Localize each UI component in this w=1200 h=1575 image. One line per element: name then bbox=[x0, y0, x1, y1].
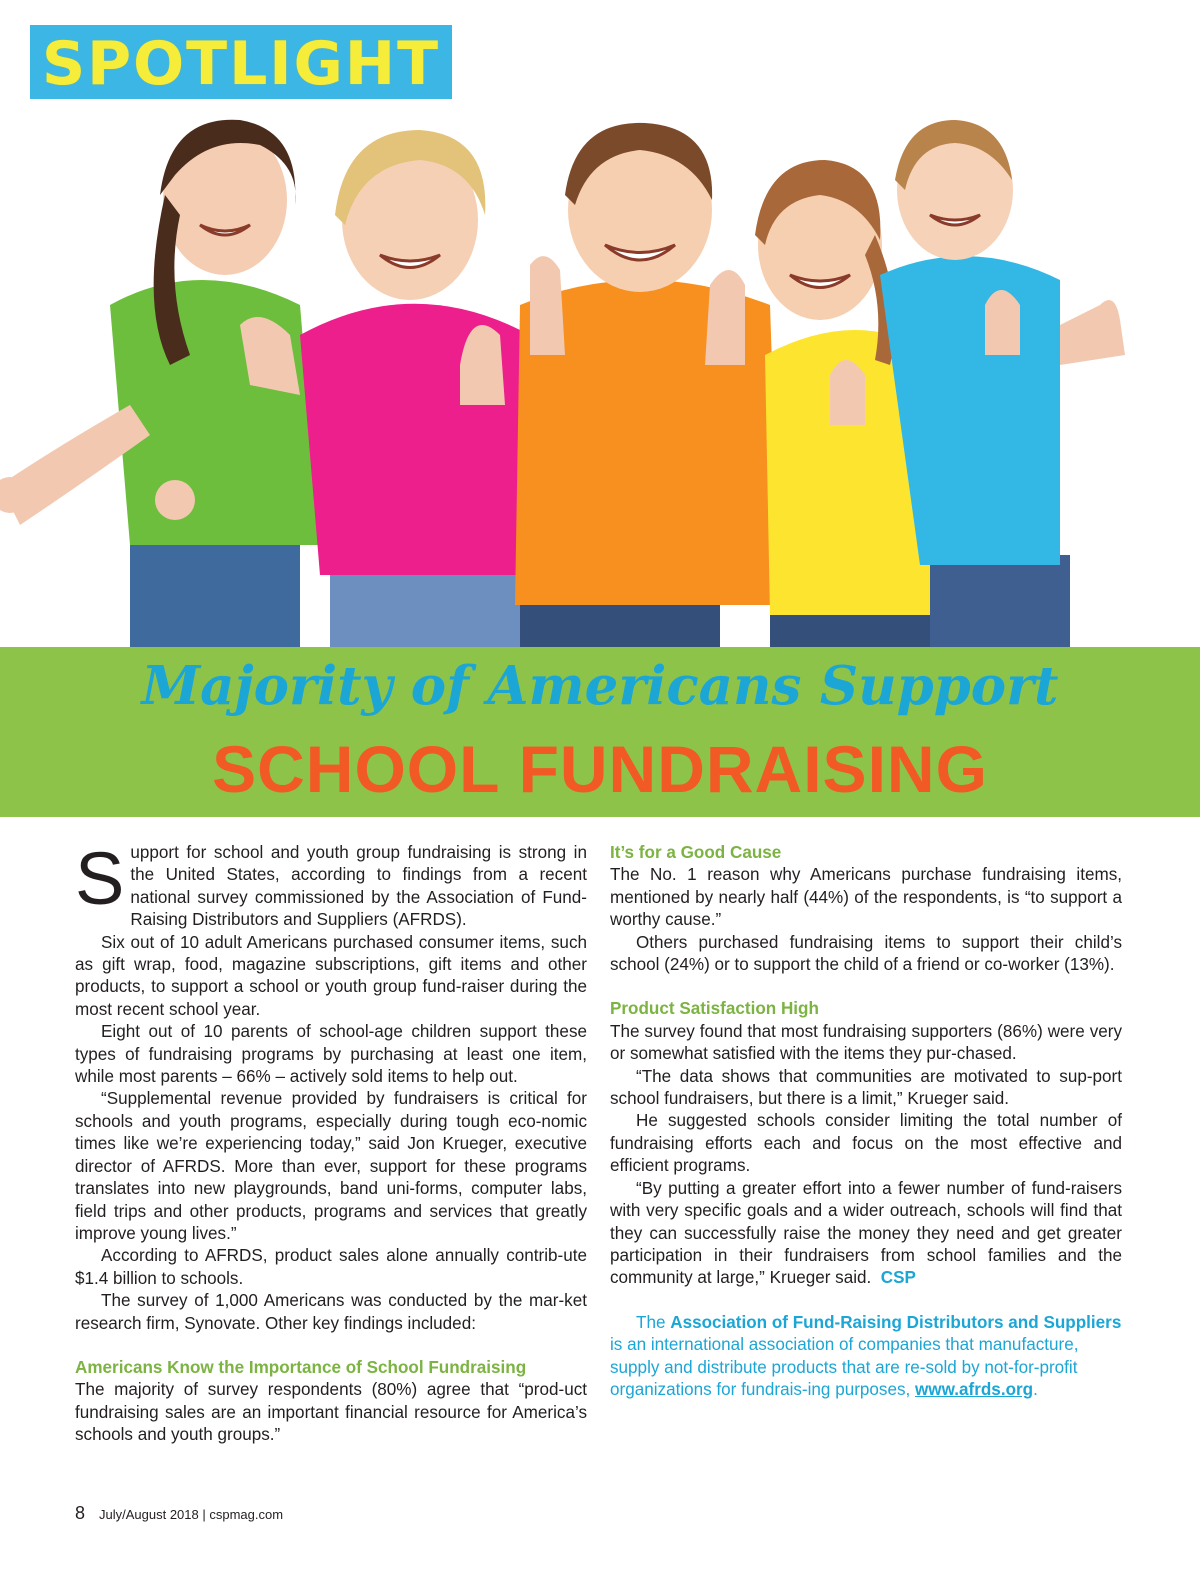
paragraph: “The data shows that communities are motivated to sup-port school fundraisers, but there is a limit,” Krueger said. bbox=[610, 1066, 1122, 1109]
about-text: The bbox=[636, 1312, 671, 1332]
paragraph: Six out of 10 adult Americans purchased consumer items, such as gift wrap, food, magazine subscriptions, gift items and other products, to support a school or youth group fund-raiser during the most recent school year. bbox=[75, 932, 587, 1019]
page-footer bbox=[75, 1503, 283, 1524]
paragraph: The survey found that most fundraising supporters (86%) were very or somewhat satisfied with the items they pur-chased. bbox=[610, 1021, 1122, 1064]
paragraph: “Supplemental revenue provided by fundraisers is critical for schools and youth programs, especially during tough eco-nomic times like we’re experiencing today,” said Jon Krueger, executive director of AFRDS. More than ever, support for these programs translates into new playgrounds, band uni-forms, computer labs, field trips and other products, programs and services that greatly improve young lives.” bbox=[75, 1089, 587, 1243]
about-text: . bbox=[1033, 1379, 1038, 1399]
section-heading: It’s for a Good Cause bbox=[610, 843, 782, 862]
child-orange-shirt bbox=[515, 123, 780, 650]
about-text: is an international association of companies that manufacture, supply and distribute products that are re-sold by not-for-profit organizations for fundrais-ing purposes, bbox=[610, 1335, 1079, 1399]
spotlight-label bbox=[30, 25, 452, 99]
right-column bbox=[610, 842, 1122, 1401]
section-heading: Americans Know the Importance of School Fundraising bbox=[75, 1357, 527, 1377]
left-column bbox=[75, 837, 587, 1447]
afrds-link[interactable]: www.afrds.org bbox=[915, 1379, 1034, 1399]
paragraph: The survey of 1,000 Americans was conducted by the mar-ket research firm, Synovate. Other key findings included: bbox=[75, 1291, 587, 1333]
paragraph: The No. 1 reason why Americans purchase fundraising items, mentioned by nearly half (44%) of the respondents, is “to support a worthy cause.” bbox=[610, 865, 1122, 930]
headline-band bbox=[0, 647, 1200, 817]
headline-line1: Majority of Americans Support bbox=[141, 655, 1059, 717]
about-afrds bbox=[610, 1312, 1122, 1402]
paragraph: He suggested schools consider limiting the total number of fundraising efforts each and focus on the most effective and efficient programs. bbox=[610, 1111, 1122, 1176]
children-thumbs-up-illustration bbox=[0, 105, 1200, 650]
spotlight-text: SPOTLIGHT bbox=[41, 29, 441, 99]
drop-cap: S bbox=[75, 837, 125, 920]
paragraph: Others purchased fundraising items to support their child’s school (24%) or to support the child of a friend or co-worker (13%). bbox=[610, 932, 1122, 975]
paragraph: The majority of survey respondents (80%) agree that “prod-uct fundraising sales are an important financial resource for America’s schools and youth groups.” bbox=[75, 1380, 587, 1445]
paragraph-text: upport for school and youth group fundraising is strong in the United States, according to findings from a recent national survey commissioned by the Association of Fund-Raising Distributors and Suppliers (AFRDS). bbox=[130, 843, 587, 930]
issue-info: July/August 2018 | cspmag.com bbox=[99, 1507, 284, 1522]
paragraph bbox=[610, 1178, 1122, 1290]
section-heading: Product Satisfaction High bbox=[610, 999, 819, 1019]
paragraph: Eight out of 10 parents of school-age children support these types of fundraising programs by purchasing at least one item, while most parents – 66% – actively sold items to help out. bbox=[75, 1022, 587, 1087]
paragraph bbox=[75, 837, 587, 932]
csp-signoff: CSP bbox=[880, 1268, 916, 1288]
page-number: 8 bbox=[75, 1503, 86, 1523]
hero-image bbox=[0, 105, 1200, 650]
paragraph-text: “By putting a greater effort into a fewer number of fund-raisers with very specific goals and a wider outreach, schools will find that they can successfully raise the money they need and get greater participation in their fundraisers from school families and the community at large,” Krueger said. bbox=[610, 1178, 1122, 1288]
about-org-name: Association of Fund-Raising Distributors and Suppliers bbox=[670, 1312, 1122, 1332]
headline-line2: SCHOOL FUNDRAISING bbox=[212, 732, 988, 806]
paragraph: According to AFRDS, product sales alone annually contrib-ute $1.4 billion to schools. bbox=[75, 1246, 587, 1288]
